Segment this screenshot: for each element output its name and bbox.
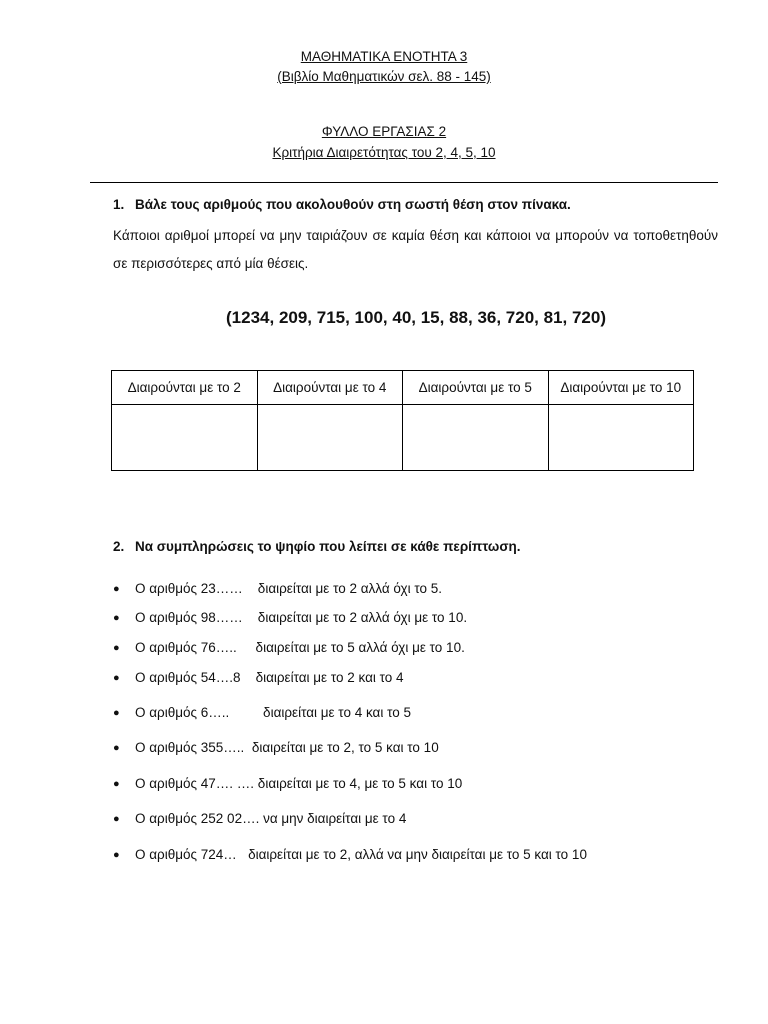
column-header-div-10: Διαιρούνται με το 10 [548,371,694,405]
bullet-icon: ● [113,642,120,654]
bullet-icon: ● [113,672,120,684]
question-1-number: 1. [113,197,125,212]
answer-cell-div-10[interactable] [548,405,694,471]
book-reference: (Βιβλίο Μαθηματικών σελ. 88 - 145) [277,69,491,84]
list-item-text: Ο αριθμός 98…… διαιρείται με το 2 αλλά όχι με το 10. [135,610,468,625]
question-2-number: 2. [113,539,125,554]
list-item [113,808,406,830]
worksheet-title: ΦΥΛΛΟ ΕΡΓΑΣΙΑΣ 2 [321,124,447,139]
list-item [113,578,442,600]
question-2-text: Να συμπληρώσεις το ψηφίο που λείπει σε κάθε περίπτωση. [135,539,521,554]
horizontal-rule [90,182,718,183]
answer-cell-div-4[interactable] [257,405,403,471]
answer-cell-div-2[interactable] [112,405,258,471]
list-item-text: Ο αριθμός 54….8 διαιρείται με το 2 και το 4 [135,670,404,685]
question-1-text: Βάλε τους αριθμούς που ακολουθούν στη σωστή θέση στον πίνακα. [135,197,571,212]
bullet-icon: ● [113,813,120,825]
divisibility-table [111,370,694,471]
question-2-heading [113,539,521,554]
bullet-icon: ● [113,778,120,790]
column-header-div-2: Διαιρούνται με το 2 [112,371,258,405]
list-item [113,844,587,866]
list-item [113,737,439,759]
question-1-instructions: Κάποιοι αριθμοί μπορεί να μην ταιριάζουν σε καμία θέση και κάποιοι να μπορούν να τοποθετηθούν σε περισσότερες από μία θέσεις. [113,228,718,271]
document-title: ΜΑΘΗΜΑΤΙΚΑ ΕΝΟΤΗΤΑ 3 [300,49,468,64]
bullet-icon: ● [113,849,120,861]
table-answer-row [112,405,694,471]
list-item [113,607,467,629]
bullet-icon: ● [113,742,120,754]
list-item [113,702,411,724]
list-item-text: Ο αριθμός 23…… διαιρείται με το 2 αλλά όχι το 5. [135,581,443,596]
numbers-list: (1234, 209, 715, 100, 40, 15, 88, 36, 720, 81, 720) [226,308,606,327]
list-item [113,773,462,795]
question-1-heading [113,197,571,212]
answer-cell-div-5[interactable] [403,405,549,471]
list-item-text: Ο αριθμός 724… διαιρείται με το 2, αλλά να μην διαιρείται με το 5 και το 10 [135,847,587,862]
column-header-div-5: Διαιρούνται με το 5 [403,371,549,405]
bullet-icon: ● [113,707,120,719]
list-item-text: Ο αριθμός 355….. διαιρείται με το 2, το 5 και το 10 [135,740,439,755]
worksheet-subtitle: Κριτήρια Διαιρετότητας του 2, 4, 5, 10 [272,145,496,160]
bullet-icon: ● [113,612,120,624]
bullet-icon: ● [113,583,120,595]
column-header-div-4: Διαιρούνται με το 4 [257,371,403,405]
list-item [113,667,404,689]
list-item-text: Ο αριθμός 76….. διαιρείται με το 5 αλλά όχι με το 10. [135,640,465,655]
list-item-text: Ο αριθμός 6….. διαιρείται με το 4 και το 5 [135,705,412,720]
list-item-text: Ο αριθμός 252 02…. να μην διαιρείται με το 4 [135,811,407,826]
list-item-text: Ο αριθμός 47…. …. διαιρείται με το 4, με το 5 και το 10 [135,776,463,791]
table-header-row [112,371,694,405]
list-item [113,637,465,659]
